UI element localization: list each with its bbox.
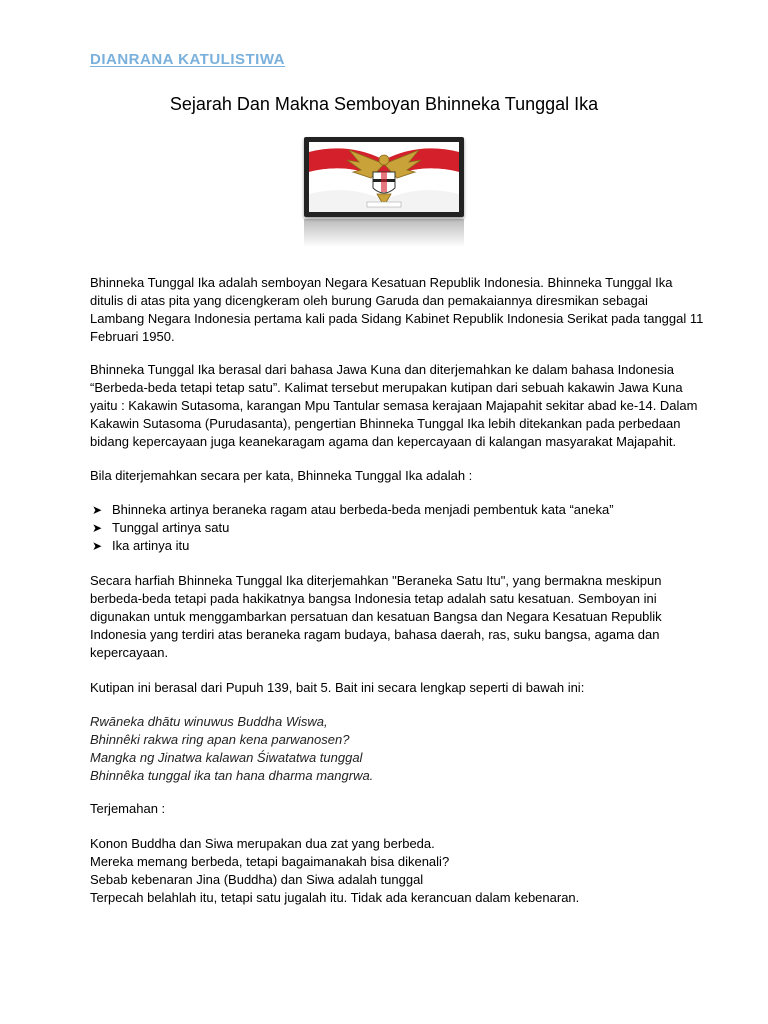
list-item (90, 501, 680, 519)
translation-text (90, 835, 680, 907)
page-title: Sejarah Dan Makna Semboyan Bhinneka Tunggal Ika (169, 94, 599, 114)
paragraph-quote-source (90, 679, 680, 697)
paragraph-line: Terjemahan : (90, 801, 166, 816)
emblem-image (304, 137, 464, 249)
list-item-text: Tunggal artinya satu (112, 520, 230, 535)
list-item-text: Ika artinya itu (112, 538, 190, 553)
paragraph-line: Indonesia yang terdiri atas beraneka ragam budaya, bahasa daerah, ras, suku bangsa, agama dan (90, 627, 660, 642)
emblem-reflection (304, 219, 464, 247)
verse-line: Mangka ng Jinatwa kalawan Śiwatatwa tunggal (90, 750, 363, 765)
translation-line: Sebab kebenaran Jina (Buddha) dan Siwa adalah tunggal (90, 872, 424, 887)
translation-heading (90, 800, 680, 818)
translation-line: Konon Buddha dan Siwa merupakan dua zat yang berbeda. (90, 836, 435, 851)
paragraph-line: ditulis di atas pita yang dicengkeram oleh burung Garuda dan pemakaiannya diresmikan sebagai (90, 293, 648, 308)
paragraph-line: yaitu : Kakawin Sutasoma, karangan Mpu Tantular semasa kerajaan Majapahit sekitar abad ke-14. Dalam (90, 398, 698, 413)
paragraph-line: Februari 1950. (90, 329, 175, 344)
paragraph-line: Bila diterjemahkan secara per kata, Bhinneka Tunggal Ika adalah : (90, 468, 473, 483)
verse-line: Bhinnêka tunggal ika tan hana dharma mangrwa. (90, 768, 374, 783)
verse-line: Rwāneka dhātu winuwus Buddha Wiswa, (90, 714, 328, 729)
translation-line: Mereka memang berbeda, tetapi bagaimanakah bisa dikenali? (90, 854, 450, 869)
arrowhead-bullet-icon: ➤ (92, 539, 103, 553)
paragraph-line: Lambang Negara Indonesia pertama kali pada Sidang Kabinet Republik Indonesia Serikat pada tanggal 11 (90, 311, 704, 326)
document-header-brand: DIANRANA KATULISTIWA (90, 51, 285, 68)
paragraph-word-meaning-intro (90, 467, 680, 485)
paragraph-line: Bhinneka Tunggal Ika berasal dari bahasa Jawa Kuna dan diterjemahkan ke dalam bahasa Indonesia (90, 362, 674, 377)
paragraph-intro (90, 274, 704, 346)
paragraph-line: berbeda-beda tetapi pada hakikatnya bangsa Indonesia tetap adalah satu kesatuan. Semboyan ini (90, 591, 657, 606)
paragraph-line: Bhinneka Tunggal Ika adalah semboyan Negara Kesatuan Republik Indonesia. Bhinneka Tunggal Ika (90, 275, 673, 290)
paragraph-origin (90, 361, 698, 451)
list-item-text: Bhinneka artinya beraneka ragam atau berbeda-beda menjadi pembentuk kata “aneka” (112, 502, 614, 517)
verse-line: Bhinnêki rakwa ring apan kena parwanosen? (90, 732, 350, 747)
garuda-pancasila-icon (309, 142, 459, 212)
arrowhead-bullet-icon: ➤ (92, 521, 103, 535)
paragraph-line: digunakan untuk menggambarkan persatuan dan kesatuan Bangsa dan Negara Kesatuan Republik (90, 609, 662, 624)
paragraph-line: Kakawin Sutasoma (Purudasanta), pengertian Bhinneka Tunggal Ika lebih ditekankan pada perbedaan (90, 416, 681, 431)
arrowhead-bullet-icon: ➤ (92, 503, 103, 517)
paragraph-line: “Berbeda-beda tetapi tetap satu”. Kalimat tersebut merupakan kutipan dari sebuah kakawin Jawa Kuna (90, 380, 683, 395)
paragraph-line: kepercayaan. (90, 645, 169, 660)
paragraph-literal-meaning (90, 572, 680, 662)
emblem-frame (304, 137, 464, 217)
paragraph-line: Secara harfiah Bhinneka Tunggal Ika diterjemahkan "Beraneka Satu Itu", yang bermakna meskipun (90, 573, 662, 588)
list-item (90, 537, 680, 555)
paragraph-line: bidang kepercayaan juga keanekaragam agama dan kepercayaan di kalangan masyarakat Majapahit. (90, 434, 677, 449)
list-item (90, 519, 680, 537)
translation-line: Terpecah belahlah itu, tetapi satu jugalah itu. Tidak ada kerancuan dalam kebenaran. (90, 890, 580, 905)
word-meaning-list (90, 501, 680, 555)
paragraph-line: Kutipan ini berasal dari Pupuh 139, bait 5. Bait ini secara lengkap seperti di bawah ini: (90, 680, 585, 695)
verse-quote (90, 713, 680, 785)
